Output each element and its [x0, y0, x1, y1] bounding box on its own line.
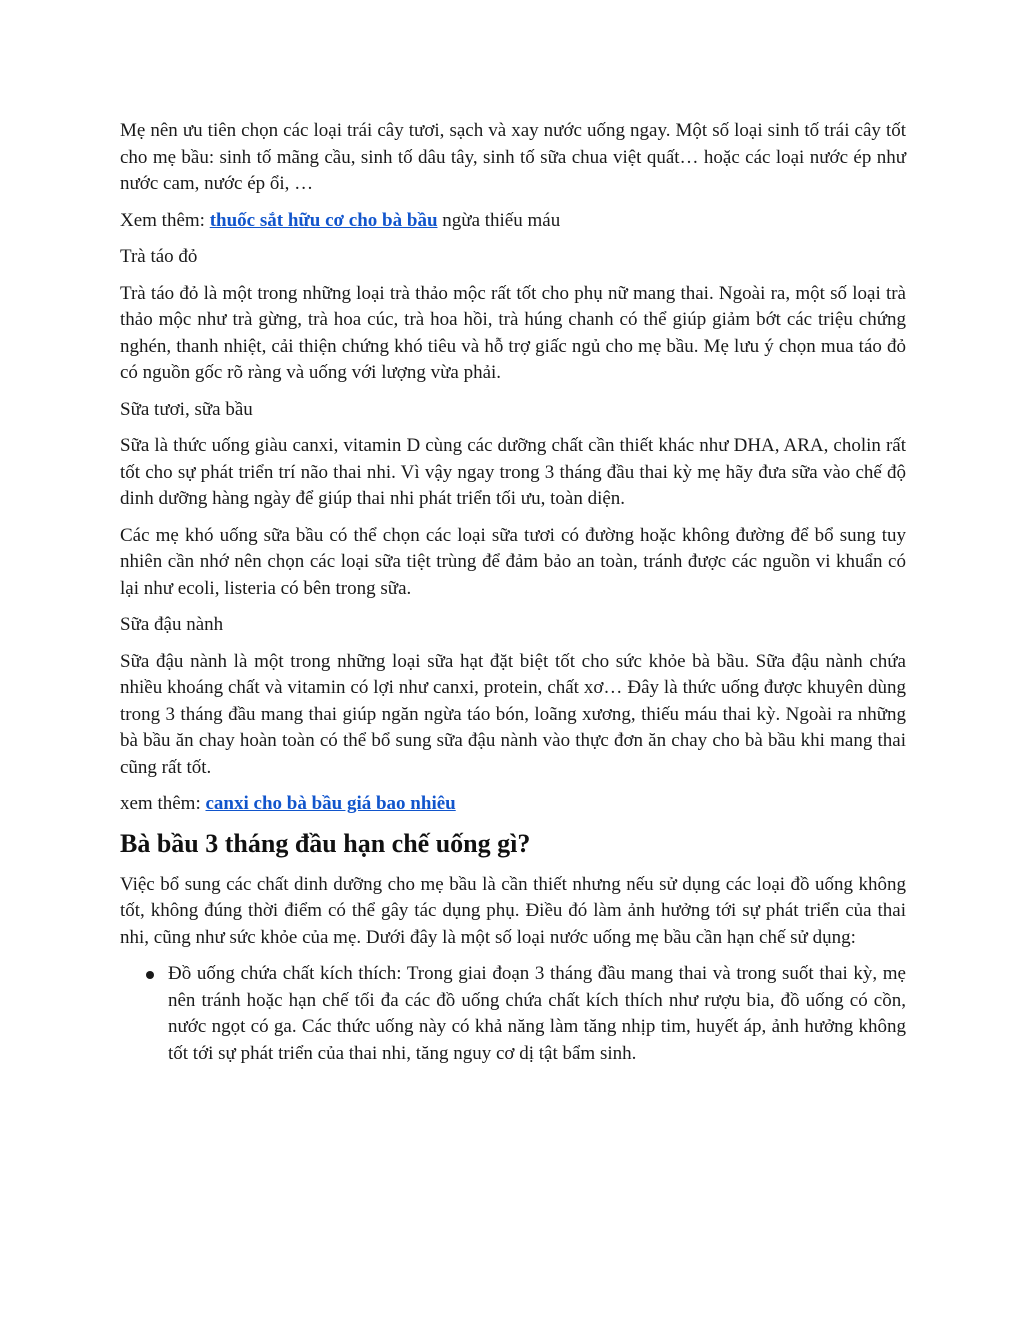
subheading-red-date-tea: Trà táo đỏ	[120, 246, 198, 267]
paragraph-fresh-milk-1: Sữa là thức uống giàu canxi, vitamin D cùng các dưỡng chất cần thiết khác như DHA, ARA, cholin rất tốt cho sự phát triển trí não thai nhi. Vì vậy ngay trong 3 tháng đầu thai kỳ mẹ hãy đưa sữa vào chế độ dinh dưỡng hàng ngày để giúp thai nhi phát triển tối ưu, toàn diện.	[120, 435, 906, 509]
paragraph-section-intro: Việc bổ sung các chất dinh dưỡng cho mẹ bầu là cần thiết nhưng nếu sử dụng các loại đồ uống không tốt, không đúng thời điểm có thể gây tác dụng phụ. Điều đó làm ảnh hưởng tới sự phát triển của thai nhi, cũng như sức khỏe của mẹ. Dưới đây là một số loại nước uống mẹ bầu cần hạn chế sử dụng:	[120, 873, 906, 948]
subheading-soy-milk: Sữa đậu nành	[120, 614, 224, 635]
paragraph-red-date-tea: Trà táo đỏ là một trong những loại trà thảo mộc rất tốt cho phụ nữ mang thai. Ngoài ra, một số loại trà thảo mộc như trà gừng, trà hoa cúc, trà hoa hồi, trà húng chanh có thể giúp giảm bớt các triệu chứng nghén, thanh nhiệt, cải thiện chứng khó tiêu và hỗ trợ giấc ngủ cho mẹ bầu. Mẹ lưu ý chọn mua táo đỏ có nguồn gốc rõ ràng và uống với lượng vừa phải.	[120, 282, 906, 383]
link-iron-supplement[interactable]: thuốc sắt hữu cơ cho bà bầu	[209, 209, 438, 231]
see-more-prefix: Xem thêm:	[120, 209, 210, 231]
subheading-fresh-milk: Sữa tươi, sữa bầu	[120, 398, 253, 420]
list-item	[120, 961, 906, 1067]
paragraph-soy-milk: Sữa đậu nành là một trong những loại sữa hạt đặt biệt tốt cho sức khỏe bà bầu. Sữa đậu nành chứa nhiều khoáng chất và vitamin có lợi như canxi, protein, chất xơ… Đây là thức uống được khuyên dùng trong 3 tháng đầu mang thai giúp ngăn ngừa táo bón, loãng xương, thiếu máu thai kỳ. Ngoài ra những bà bầu ăn chay hoàn toàn có thể bổ sung sữa đậu nành vào thực đơn ăn chay cho bà bầu khi mang thai cũng rất tốt.	[120, 650, 906, 778]
see-more-calcium	[120, 791, 906, 818]
see-more-prefix: xem thêm:	[120, 793, 206, 814]
document-page	[120, 118, 906, 1067]
paragraph-fresh-milk-2: Các mẹ khó uống sữa bầu có thể chọn các loại sữa tươi có đường hoặc không đường để bổ sung tuy nhiên cần nhớ nên chọn các loại sữa tiệt trùng để đảm bảo an toàn, tránh được các nguồn vi khuẩn có lại như ecoli, listeria có bên trong sữa.	[120, 524, 906, 599]
bullet-list	[120, 961, 906, 1067]
link-calcium-price[interactable]: canxi cho bà bầu giá bao nhiêu	[205, 793, 456, 814]
bullet-dot-icon	[146, 971, 154, 979]
paragraph-fruit-smoothies: Mẹ nên ưu tiên chọn các loại trái cây tươi, sạch và xay nước uống ngay. Một số loại sinh tố trái cây tốt cho mẹ bầu: sinh tố mãng cầu, sinh tố dâu tây, sinh tố sữa chua việt quất… hoặc các loại nước ép như nước cam, nước ép ổi, …	[120, 120, 906, 194]
see-more-iron	[120, 208, 906, 235]
section-heading: Bà bầu 3 tháng đầu hạn chế uống gì?	[120, 828, 531, 858]
see-more-suffix: ngừa thiếu máu	[437, 209, 561, 231]
list-item-text: Đồ uống chứa chất kích thích: Trong giai đoạn 3 tháng đầu mang thai và trong suốt thai kỳ, mẹ nên tránh hoặc hạn chế tối đa các đồ uống chứa chất kích thích như rượu bia, đồ uống có cồn, nước ngọt có ga. Các thức uống này có khả năng làm tăng nhịp tim, huyết áp, ảnh hưởng không tốt tới sự phát triển của thai nhi, tăng nguy cơ dị tật bẩm sinh.	[168, 963, 906, 1064]
